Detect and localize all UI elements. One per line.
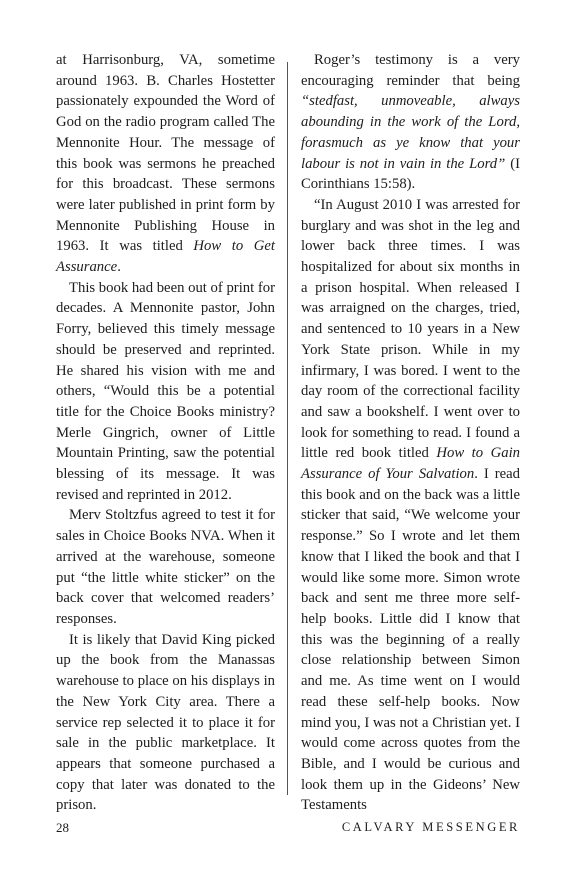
paragraph — [56, 630, 275, 816]
paragraph-text: Merv Stoltzfus agreed to test it for sales in Choice Books NVA. When it arrived at the warehouse, someone put “the little white sticker” on the back cover that welcomed readers’ responses. — [56, 507, 275, 627]
paragraph — [56, 50, 275, 278]
scripture-quote: “stedfast, unmoveable, always abounding in the work of the Lord, forasmuch as ye know that your labour is not in vain in the Lord” — [301, 93, 520, 172]
right-column — [301, 50, 520, 816]
paragraph — [56, 278, 275, 506]
running-footer-title: CALVARY MESSENGER — [341, 820, 520, 834]
paragraph — [56, 505, 275, 629]
paragraph-text: Roger’s testimony is a very encouraging reminder that being — [301, 52, 520, 89]
paragraph-text: at Harrisonburg, VA, sometime around 1963. B. Charles Hostetter passionately expounded the Word of God on the radio program called The Mennonite Hour. The message of this book was sermons he preached for this broadcast. These sermons were later published in print form by Mennonite Publishing House in 1963. It was titled — [56, 52, 275, 255]
column-divider — [287, 62, 288, 795]
book-title: How to Gain Assurance of Your Salvation — [301, 445, 520, 483]
paragraph-text: “In August 2010 I was arrested for burglary and was shot in the leg and lower back three times. I was hospitalized for about six months in a prison hospital. When released I was arraigned on the charges, tried, and sentenced to 10 years in a New York State prison. While in my infirmary, I was bored. I went to the day room of the correctional facility and saw a bookshelf. I went over to look for something to read. I found a little red book titled — [301, 196, 520, 462]
left-column — [56, 50, 275, 816]
paragraph — [301, 195, 520, 816]
paragraph-text: . I read this book and on the back was a little sticker that said, “We welcome your response.” So I wrote and let them know that I liked the book and that I would like some more. Simon wrote back and sent me three more self-help books. Little did I know that this was the beginning of a really close relationship between Simon and me. As time went on I would read these self-help books. Now mind you, I was not a Christian yet. I would come across quotes from the Bible, and I would be curious and look them up in the Gideons’ New Testaments — [301, 466, 520, 814]
paragraph-text: . — [117, 259, 121, 276]
paragraph-text: (I Corinthians 15:58). — [301, 155, 520, 193]
book-title: How to Get Assurance — [56, 238, 275, 276]
paragraph-text: This book had been out of print for decades. A Mennonite pastor, John Forry, believed this timely message should be preserved and reprinted. He shared his vision with me and others, “Would this be a potential title for the Choice Books ministry? Merle Gingrich, owner of Little Mountain Printing, saw the potential blessing of its message. It was revised and reprinted in 2012. — [56, 279, 275, 503]
page-number: 28 — [56, 820, 69, 835]
paragraph — [301, 50, 520, 195]
paragraph-text: It is likely that David King picked up the book from the Manassas warehouse to place on his displays in the New York City area. There a service rep selected it to place it for sale in the public marketplace. It appears that someone purchased a copy that later was donated to the prison. — [56, 631, 275, 814]
